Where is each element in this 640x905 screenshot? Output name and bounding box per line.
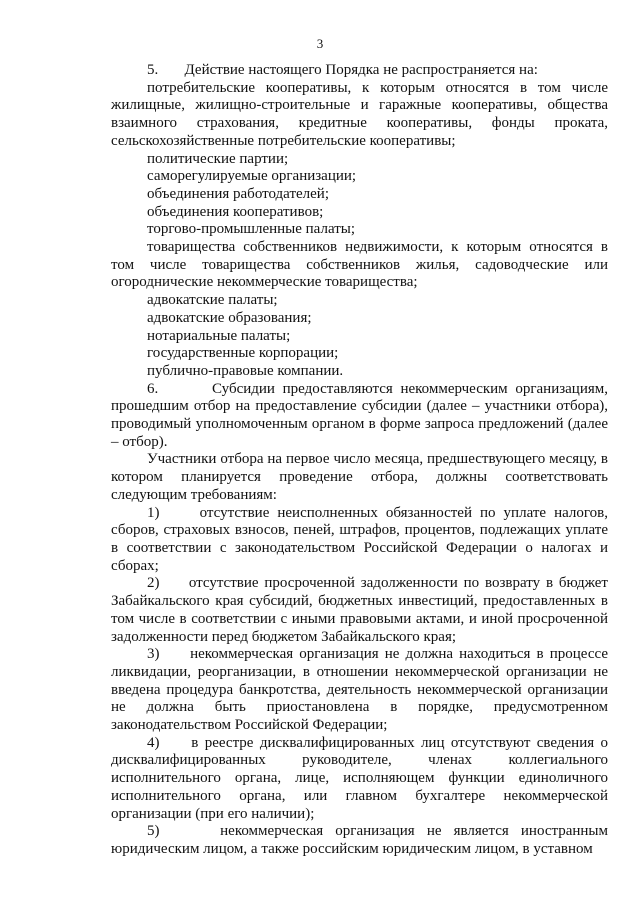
paragraph-consumer-cooperatives: потребительские кооперативы, к которым относятся в том числе жилищные, жилищно-строительные и гаражные кооперативы, общества взаимного страхования, кредитные кооперативы, фонды проката, сельскохозяйственные потребительские кооперативы; bbox=[111, 79, 608, 149]
paragraph-requirement-1: 1) отсутствие неисполненных обязанностей по уплате налогов, сборов, страховых взносов, пеней, штрафов, процентов, подлежащих уплате в соответствии с законодательством Российской Федерации о налогах и сборах; bbox=[111, 504, 608, 574]
document-body bbox=[111, 62, 608, 859]
page-number: 3 bbox=[316, 36, 324, 51]
list-item-cooperative-associations: объединения кооперативов; bbox=[147, 203, 324, 220]
list-item-self-regulatory-organizations: саморегулируемые организации; bbox=[147, 168, 357, 185]
paragraph-item-5-heading: 5. Действие настоящего Порядка не распространяется на: bbox=[147, 62, 538, 78]
paragraph-requirement-4: 4) в реестре дисквалифицированных лиц отсутствуют сведения о дисквалифицированных руководителе, членах коллегиального исполнительного органа, лице, исполняющем функции единоличного исполнительного органа, или главном бухгалтере некоммерческой организации (при его наличии); bbox=[111, 734, 608, 822]
list-item-public-law-companies: публично-правовые компании. bbox=[147, 362, 344, 379]
paragraph-requirement-2: 2) отсутствие просроченной задолженности по возврату в бюджет Забайкальского края субсидий, бюджетных инвестиций, предоставленных в том числе в соответствии с иными правовыми актами, и иной просроченной задолженности перед бюджетом Забайкальского края; bbox=[111, 575, 608, 645]
paragraph-property-owners-partnerships: товарищества собственников недвижимости, к которым относятся в том числе товарищества собственников жилья, садоводческие или огороднические некоммерческие товарищества; bbox=[111, 239, 608, 291]
paragraph-selection-requirements: Участники отбора на первое число месяца, предшествующего месяцу, в котором планируется проведение отбора, должны соответствовать следующим требованиям: bbox=[111, 451, 608, 503]
list-item-state-corporations: государственные корпорации; bbox=[147, 345, 339, 362]
list-item-notary-chambers: нотариальные палаты; bbox=[147, 327, 291, 344]
list-item-political-parties: политические партии; bbox=[147, 150, 289, 167]
paragraph-requirement-3: 3) некоммерческая организация не должна находиться в процессе ликвидации, реорганизации, в отношении некоммерческой организации не введена процедура банкротства, деятельность некоммерческой организации не должна быть приостановлена в порядке, предусмотренном законодательством Российской Федерации; bbox=[111, 646, 608, 734]
paragraph-requirement-5: 5) некоммерческая организация не является иностранным юридическим лицом, а также российским юридическим лицом, в уставном bbox=[111, 823, 608, 857]
list-item-bar-associations: адвокатские палаты; bbox=[147, 292, 278, 309]
list-item-chambers-of-commerce: торгово-промышленные палаты; bbox=[147, 221, 356, 238]
list-item-employer-associations: объединения работодателей; bbox=[147, 185, 329, 202]
list-item-advocate-formations: адвокатские образования; bbox=[147, 309, 312, 326]
paragraph-item-6-subsidies: 6. Субсидии предоставляются некоммерческим организациям, прошедшим отбор на предоставление субсидии (далее – участники отбора), проводимый уполномоченным органом в форме запроса предложений (далее – отбор). bbox=[111, 380, 608, 450]
